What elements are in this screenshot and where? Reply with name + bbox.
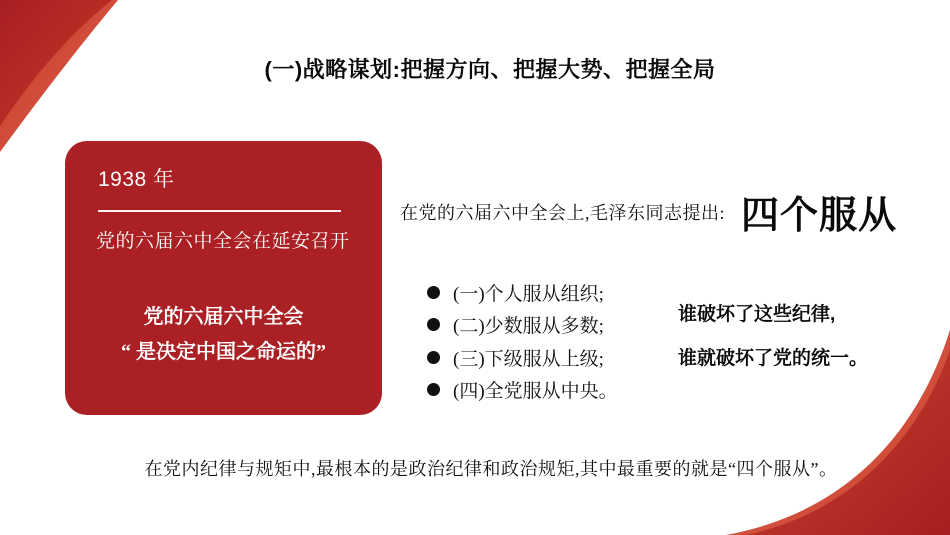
statement-row bbox=[400, 184, 897, 239]
footer-note: 在党内纪律与规矩中,最根本的是政治纪律和政治规矩,其中最重要的就是“四个服从”。 bbox=[144, 459, 838, 479]
card-quote bbox=[65, 307, 382, 362]
bullet-icon bbox=[427, 383, 440, 396]
warning-line1: 谁破坏了这些纪律, bbox=[678, 304, 836, 325]
timeline-year: 1938 年 bbox=[98, 168, 175, 191]
list-item-text: (二)少数服从多数; bbox=[453, 316, 604, 338]
list-item-text: (一)个人服从组织; bbox=[453, 283, 604, 305]
list-item bbox=[427, 374, 618, 407]
bullet-icon bbox=[427, 351, 440, 364]
warning-block bbox=[678, 305, 868, 368]
statement-lead: 在党的六届六中全会上,毛泽东同志提出: bbox=[400, 202, 725, 223]
bullet-icon bbox=[427, 286, 440, 299]
timeline-event: 党的六届六中全会在延安召开 bbox=[96, 231, 350, 252]
list-item bbox=[427, 276, 618, 309]
card-quote-line1: 党的六届六中全会 bbox=[143, 306, 304, 328]
four-obediences-headline: 四个服从 bbox=[741, 195, 898, 237]
list-item bbox=[427, 341, 618, 374]
timeline-divider bbox=[98, 210, 341, 212]
warning-line2: 谁就破坏了党的统一。 bbox=[678, 348, 869, 369]
slide-title: (一)战略谋划:把握方向、把握大势、把握全局 bbox=[264, 57, 716, 82]
card-quote-line2: “ 是决定中国之命运的” bbox=[121, 341, 326, 363]
list-item-text: (三)下级服从上级; bbox=[453, 348, 604, 370]
list-item bbox=[427, 309, 618, 342]
list-item-text: (四)全党服从中央。 bbox=[453, 381, 618, 403]
bullet-icon bbox=[427, 318, 440, 331]
obedience-list bbox=[427, 276, 618, 406]
timeline-card bbox=[65, 141, 382, 415]
